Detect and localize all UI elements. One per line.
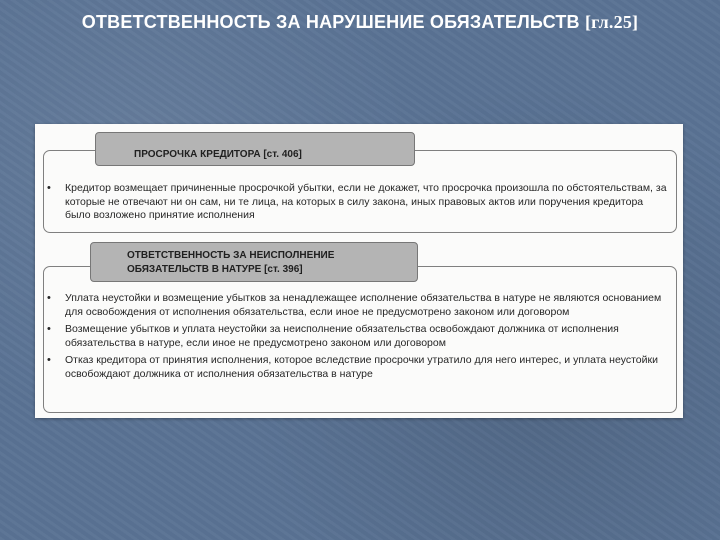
- section-creditor-delay-header: ПРОСРОЧКА КРЕДИТОРА [ст. 406]: [95, 132, 415, 166]
- scanned-document: [35, 124, 683, 418]
- section-non-performance-header-line2: ОБЯЗАТЕЛЬСТВ В НАТУРЕ [ст. 396]: [127, 264, 303, 275]
- list-item: • Возмещение убытков и уплата неустойки за неисполнение обязательства освобождают должника от исполнения обязательства в натуре, если иное не предусмотрено законом или договором: [43, 323, 667, 350]
- list-item: • Кредитор возмещает причиненные просрочкой убытки, если не докажет, что просрочка произошла по обстоятельствам, за которые не отвечают ни он сам, ни те лица, на которых в силу закона, иных правовых актов или поручения кредитора было возложено принятие исполнения: [43, 182, 667, 223]
- slide-title-chapter-ref: [гл.25]: [584, 12, 639, 32]
- section-non-performance-header-line1: ОТВЕТСТВЕННОСТЬ ЗА НЕИСПОЛНЕНИЕ: [127, 250, 335, 261]
- section-non-performance-header: [90, 242, 418, 282]
- section-non-performance-list: [43, 292, 667, 385]
- list-item: • Уплата неустойки и возмещение убытков за ненадлежащее исполнение обязательства в натуре не являются основанием для освобождения от исполнения обязательства, если иное не предусмотрено законом или договором: [43, 292, 667, 319]
- section-creditor-delay-list: [43, 182, 667, 227]
- list-item: • Отказ кредитора от принятия исполнения, которое вследствие просрочки утратило для него интерес, и уплата неустойки освобождают должника от исполнения обязательства в натуре: [43, 354, 667, 381]
- slide-title: [0, 12, 720, 33]
- slide-title-main: ОТВЕТСТВЕННОСТЬ ЗА НАРУШЕНИЕ ОБЯЗАТЕЛЬСТВ: [81, 12, 580, 32]
